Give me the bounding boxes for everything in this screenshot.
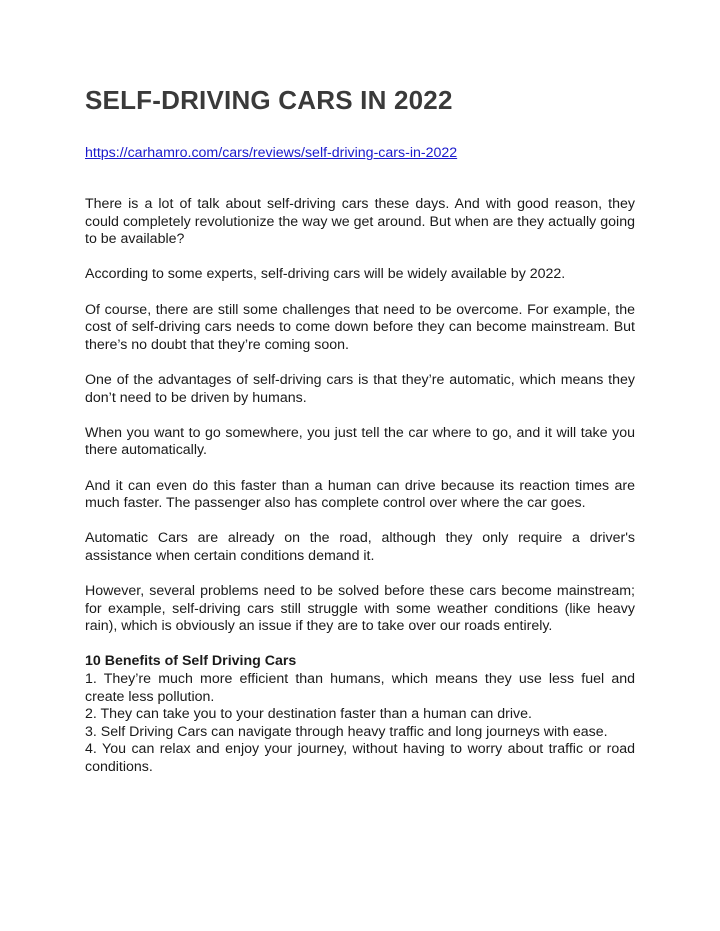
benefit-item: 1. They’re much more efficient than humans, which means they use less fuel and create less pollution.	[85, 671, 635, 705]
document-page	[85, 82, 635, 777]
paragraph: According to some experts, self-driving cars will be widely available by 2022.	[85, 266, 566, 283]
benefit-item: 2. They can take you to your destination faster than a human can drive.	[85, 706, 532, 723]
paragraph: Of course, there are still some challenges that need to be overcome. For example, the cost of self-driving cars needs to come down before they can become mainstream. But there’s no doubt that they’re coming soon.	[85, 301, 635, 353]
paragraph: There is a lot of talk about self-driving cars these days. And with good reason, they could completely revolutionize the way we get around. But when are they actually going to be available?	[85, 196, 635, 248]
benefit-item: 4. You can relax and enjoy your journey, without having to worry about traffic or road conditions.	[85, 741, 635, 775]
benefit-item: 3. Self Driving Cars can navigate through heavy traffic and long journeys with ease.	[85, 723, 608, 740]
benefits-heading: 10 Benefits of Self Driving Cars	[85, 653, 297, 670]
source-link[interactable]: https://carhamro.com/cars/reviews/self-driving-cars-in-2022	[85, 145, 458, 161]
paragraph: Automatic Cars are already on the road, although they only require a driver's assistance when certain conditions demand it.	[85, 530, 635, 564]
paragraph: However, several problems need to be solved before these cars become mainstream; for example, self-driving cars still struggle with some weather conditions (like heavy rain), which is obviously an issue if they are to take over our roads entirely.	[85, 583, 635, 635]
document-body	[85, 196, 635, 777]
paragraph: One of the advantages of self-driving cars is that they’re automatic, which means they don’t need to be driven by humans.	[85, 371, 635, 406]
paragraph: When you want to go somewhere, you just tell the car where to go, and it will take you there automatically.	[85, 424, 635, 459]
document-title: SELF-DRIVING CARS IN 2022	[85, 85, 453, 115]
paragraph: And it can even do this faster than a human can drive because its reaction times are much faster. The passenger also has complete control over where the car goes.	[85, 477, 635, 512]
